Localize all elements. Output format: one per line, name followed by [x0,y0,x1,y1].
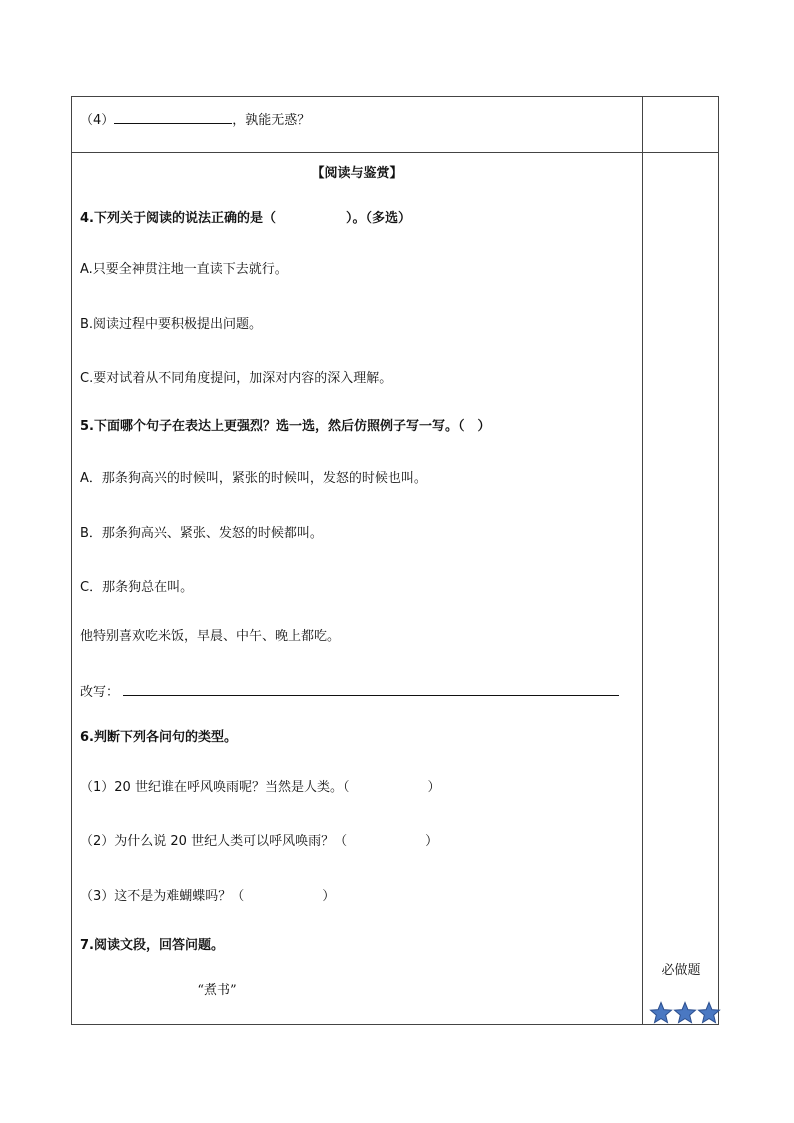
q4-stem [80,210,411,228]
q5-example: 他特别喜欢吃米饭，早晨、中午、晚上都吃。 [80,629,341,644]
worksheet-table [71,96,719,1025]
q6-item-2 [80,833,438,851]
q5-rewrite-blank[interactable] [123,681,619,696]
q4-option-a: A.只要全神贯注地一直读下去就行。 [80,262,288,277]
q6-stem: 6.判断下列各问句的类型。 [80,730,237,745]
q6-item-3-text: （3）这不是为难蝴蝶吗？（ [80,889,245,904]
q4-stem-start: 4.下列关于阅读的说法正确的是（ [80,211,276,226]
q5-rewrite-label: 改写： [80,685,120,700]
q6-item-3-close: ） [322,889,336,904]
item4-prefix: （4） [80,113,115,128]
q7-passage-title: “煮书” [197,983,237,998]
star-icon [673,1001,697,1027]
q5-option-b: B．那条狗高兴、紧张、发怒的时候都叫。 [80,526,323,541]
star-icon [649,1001,673,1027]
item4-blank[interactable] [114,109,232,124]
q6-item-2-text: （2）为什么说 20 世纪人类可以呼风唤雨？（ [80,834,348,849]
q6-item-3 [80,888,335,906]
column-divider [642,97,643,1024]
q4-option-c: C.要对试着从不同角度提问，加深对内容的深入理解。 [80,371,393,386]
q5-rewrite-line [80,681,619,702]
q6-item-1 [80,779,440,797]
item4-line [80,109,310,130]
star-icon [697,1001,721,1027]
q4-option-b: B.阅读过程中要积极提出问题。 [80,317,263,332]
q4-stem-end: ）。（多选） [345,211,411,226]
section-title: 【阅读与鉴赏】 [311,166,403,181]
required-label: 必做题 [661,963,701,978]
q7-stem: 7.阅读文段，回答问题。 [80,938,224,953]
difficulty-stars [649,1001,721,1027]
q6-item-1-text: （1）20 世纪谁在呼风唤雨呢？当然是人类。（ [80,780,350,795]
q5-option-a: A．那条狗高兴的时候叫，紧张的时候叫，发怒的时候也叫。 [80,471,427,486]
item4-suffix: ，孰能无惑？ [232,113,311,128]
row-divider [72,152,718,153]
q6-item-1-close: ） [427,780,441,795]
q5-option-c: C．那条狗总在叫。 [80,580,194,595]
q5-stem: 5.下面哪个句子在表达上更强烈？选一选，然后仿照例子写一写。（ ） [80,419,491,434]
q6-item-2-close: ） [425,834,439,849]
